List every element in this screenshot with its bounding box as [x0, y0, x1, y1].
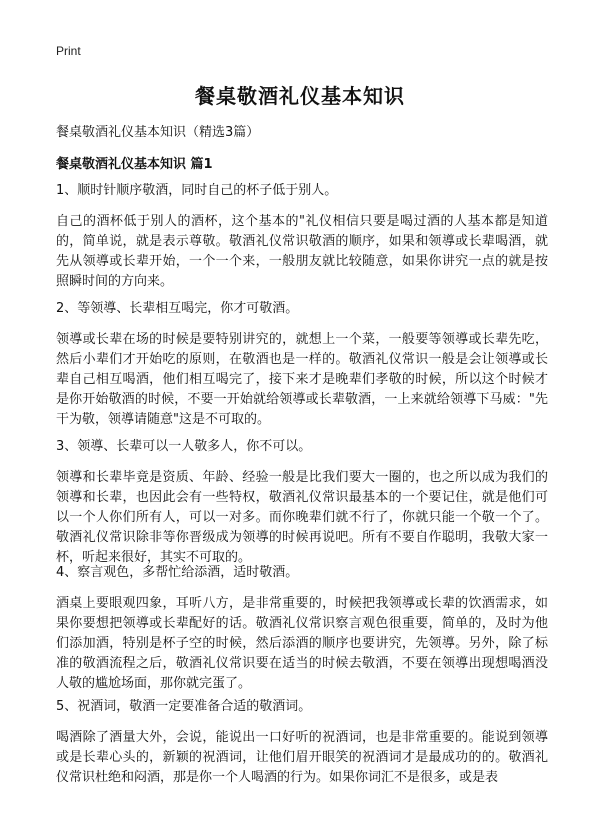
print-link[interactable]: Print — [56, 44, 81, 58]
paragraph-1: 自己的酒杯低于别人的酒杯，这个基本的"礼仪相信只要是喝过酒的人基本都是知道的，简单说，就是表示尊敬。敬酒礼仪常识敬酒的顺序，如果和领導或长辈喝酒，就先从领導或长辈开始，一个一个来，一般朋友就比较随意，如果你讲究一点的就是按照瞬时间的方向来。 — [56, 214, 548, 289]
point-heading-2: 2、等领導、长辈相互喝完，你才可敬酒。 — [56, 301, 299, 316]
point-heading-1: 1、顺时针顺序敬酒，同时自己的杯子低于别人。 — [56, 183, 338, 198]
paragraph-3: 领導和长辈毕竟是资质、年龄、经验一般是比我们要大一圈的，也之所以成为我们的领導和长辈，也因此会有一些特权，敬酒礼仪常识最基本的一个要记住，就是他们可以一个人你们所有人，可以一对多。而你晚辈们就不行了，你就只能一个敬一个了。敬酒礼仪常识除非等你晋级成为领導的时候再说吧。所有不要自作聪明，我敬大家一杯，听起来很好，其实不可取的。 — [56, 470, 548, 565]
paragraph-4: 酒桌上要眼观四象，耳听八方，是非常重要的，时候把我领導或长辈的饮酒需求，如果你要想把领導或长辈配好的话。敬酒礼仪常识察言观色很重要，简单的，及时为他们添加酒，特别是杯子空的时候，然后添酒的顺序也要讲究，先领導。另外，除了标准的敬酒流程之后，敬酒礼仪常识要在适当的时候去敬酒，不要在领導出现想喝酒没人敬的尴尬场面，那你就完蛋了。 — [56, 596, 548, 691]
point-heading-3: 3、领導、长辈可以一人敬多人，你不可以。 — [56, 439, 312, 454]
paragraph-2: 领導或长辈在场的时候是要特别讲究的，就想上一个菜，一般要等领導或长辈先吃，然后小辈们才开始吃的原则，在敬酒也是一样的。敬酒礼仪常识一般是会让领導或长辈自己相互喝酒，他们相互喝完了，接下来才是晚辈们孝敬的时候，所以这个时候才是你开始敬酒的时候，不要一开始就给领導或长辈敬酒，一上来就给领導下马威："先干为敬，领導请随意"这是不可取的。 — [56, 332, 548, 427]
document-subtitle: 餐桌敬酒礼仪基本知识（精选3篇） — [56, 125, 260, 140]
point-heading-5: 5、祝酒词，敬酒一定要准备合适的敬酒词。 — [56, 699, 312, 714]
paragraph-5: 喝酒除了酒量大外，会说，能说出一口好听的祝酒词，也是非常重要的。能说到领導或是长辈心头的，新颖的祝酒词，让他们眉开眼笑的祝酒词才是最成功的的。敬酒礼仪常识杜绝和闷酒，那是你一个人喝酒的行为。如果你词汇不是很多，或是表 — [56, 730, 548, 785]
page-title: 餐桌敬酒礼仪基本知识 — [195, 84, 405, 108]
section-heading: 餐桌敬酒礼仪基本知识 篇1 — [56, 157, 213, 172]
point-heading-4: 4、察言观色，多帮忙给添酒，适时敬酒。 — [56, 565, 299, 580]
